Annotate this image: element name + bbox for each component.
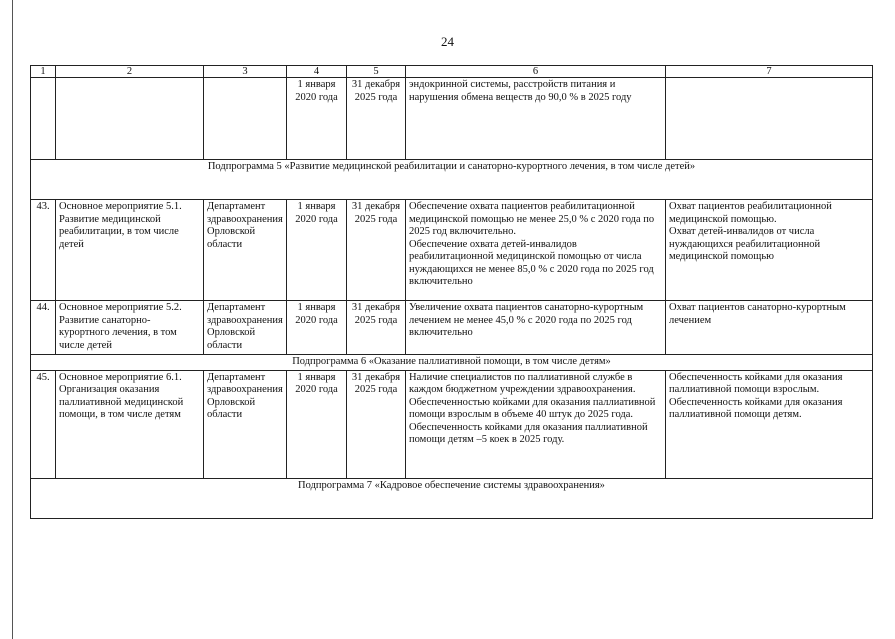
column-header: 5 xyxy=(347,66,406,78)
result-cell: Увеличение охвата пациентов санаторно-курортным лечением не менее 45,0 % с 2020 года по 2025 год включительно xyxy=(406,301,666,355)
end-date: 31 декабря 2025 года xyxy=(347,370,406,478)
indicator-cell xyxy=(666,78,873,160)
activity-cell: Основное мероприятие 5.2. Развитие санаторно-курортного лечения, в том числе детей xyxy=(56,301,204,355)
column-header: 2 xyxy=(56,66,204,78)
start-date: 1 января 2020 года xyxy=(287,370,347,478)
end-date: 31 декабря 2025 года xyxy=(347,78,406,160)
activity-cell: Основное мероприятие 6.1. Организация оказания паллиативной медицинской помощи, в том числе детям xyxy=(56,370,204,478)
subprogram-5-title: Подпрограмма 5 «Развитие медицинской реабилитации и санаторно-курортного лечения, в том числе детей» xyxy=(31,160,873,200)
executor-cell: Департамент здравоохранения Орловской области xyxy=(204,370,287,478)
row-number: 45. xyxy=(31,370,56,478)
indicator-line: Охват пациентов реабилитационной медицинской помощью. xyxy=(669,201,832,225)
executor-cell xyxy=(204,78,287,160)
column-header: 3 xyxy=(204,66,287,78)
table-row xyxy=(31,301,873,355)
result-line: Обеспечение охвата пациентов реабилитационной медицинской помощью не менее 25,0 % с 2020 года по 2025 год включительно. xyxy=(409,201,655,237)
executor-cell: Департамент здравоохранения Орловской области xyxy=(204,301,287,355)
table-row xyxy=(31,370,873,478)
row-number: 43. xyxy=(31,200,56,301)
subprogram-row xyxy=(31,355,873,371)
start-date: 1 января 2020 года xyxy=(287,78,347,160)
start-date: 1 января 2020 года xyxy=(287,200,347,301)
indicator-cell: Охват пациентов санаторно-курортным лечением xyxy=(666,301,873,355)
column-header: 4 xyxy=(287,66,347,78)
result-line: Обеспеченность койками для оказания паллиативной помощи детям –5 коек в 2025 году. xyxy=(409,421,648,445)
activity-cell xyxy=(56,78,204,160)
indicator-line: Охват детей-инвалидов от числа нуждающихся реабилитационной медицинской помощью xyxy=(669,226,821,262)
end-date: 31 декабря 2025 года xyxy=(347,301,406,355)
result-cell xyxy=(406,200,666,301)
start-date: 1 января 2020 года xyxy=(287,301,347,355)
page-number: 24 xyxy=(441,34,454,49)
column-header: 6 xyxy=(406,66,666,78)
result-cell: эндокринной системы, расстройств питания и нарушения обмена веществ до 90,0 % в 2025 году xyxy=(406,78,666,160)
row-number: 44. xyxy=(31,301,56,355)
row-number xyxy=(31,78,56,160)
result-cell xyxy=(406,370,666,478)
column-header: 1 xyxy=(31,66,56,78)
subprogram-row xyxy=(31,478,873,518)
result-line: Наличие специалистов по паллиативной службе в каждом бюджетном учреждении здравоохранения. xyxy=(409,371,636,395)
left-margin-rule xyxy=(12,0,13,639)
subprogram-6-title: Подпрограмма 6 «Оказание паллиативной помощи, в том числе детям» xyxy=(31,355,873,371)
executor-cell: Департамент здравоохранения Орловской области xyxy=(204,200,287,301)
result-line: Обеспеченностью койками для оказания паллиативной помощи взрослым в объеме 40 штук до 2025 года. xyxy=(409,396,656,420)
column-number-row xyxy=(31,66,873,78)
indicator-line: Обеспеченность койками для оказания паллиативной помощи детям. xyxy=(669,396,843,420)
end-date: 31 декабря 2025 года xyxy=(347,200,406,301)
subprogram-7-title: Подпрограмма 7 «Кадровое обеспечение системы здравоохранения» xyxy=(31,478,873,518)
column-header: 7 xyxy=(666,66,873,78)
indicator-cell xyxy=(666,370,873,478)
table-row-continued xyxy=(31,78,873,160)
activity-cell: Основное мероприятие 5.1. Развитие медицинской реабилитации, в том числе детей xyxy=(56,200,204,301)
subprogram-row xyxy=(31,160,873,200)
indicator-cell xyxy=(666,200,873,301)
indicator-line: Обеспеченность койками для оказания паллиативной помощи взрослым. xyxy=(669,371,843,395)
table-row xyxy=(31,200,873,301)
measures-table xyxy=(30,65,873,519)
result-line: Обеспечение охвата детей-инвалидов реабилитационной медицинской помощью от числа нуждающихся не менее 85,0 % с 2020 года по 2025 год включительно xyxy=(409,238,654,287)
